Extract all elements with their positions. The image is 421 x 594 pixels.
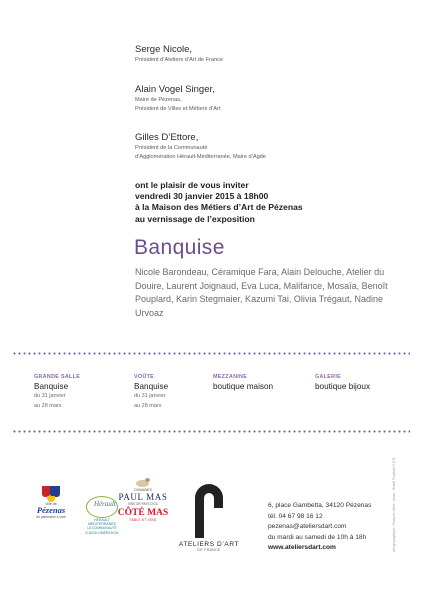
design-credit: design graphique : François Jolive - photo : Benoît Pouplard © D.R. bbox=[392, 456, 396, 552]
host-gilles-dettore bbox=[135, 132, 266, 162]
city-crest-icon bbox=[42, 486, 60, 502]
agglomeration-name-line: D’AGGLOMÉRATION bbox=[85, 530, 119, 535]
venue-title: Banquise bbox=[34, 382, 69, 391]
host-alain-vogel-singer bbox=[135, 84, 220, 114]
city-logo-top: Ville de bbox=[45, 502, 57, 506]
host-role: Président d’Ateliers d’Art de France bbox=[135, 57, 223, 63]
ateliers-dart-sub: DE FRANCE bbox=[197, 548, 221, 552]
contact-hours: du mardi au samedi de 10h à 18h bbox=[268, 533, 367, 541]
wine-logo-brand: PAUL MAS bbox=[118, 492, 168, 502]
agglomeration-mark-text: Hérault bbox=[94, 500, 116, 508]
ateliers-dart-mark-icon bbox=[189, 478, 229, 538]
city-logo-name: Pézenas bbox=[36, 505, 66, 515]
venue-label: GRANDE SALLE bbox=[34, 374, 81, 380]
artist-list: Nicole Barondeau, Céramique Fara, Alain Delouche, Atelier du Douire, Laurent Joignaud, Eva Luca, Malifance, Mosaïa, Benoît Pouplard, Karin Stegmaier, Kazumi Tai, Olivia Trégaut, Nadine Urvoaz bbox=[135, 267, 388, 318]
invitation-line: vendredi 30 janvier 2015 à 18h00 bbox=[135, 191, 269, 202]
cote-mas-tagline: TABLE ET VINS bbox=[129, 518, 157, 522]
contact-address: 6, place Gambetta, 34120 Pézenas bbox=[268, 502, 372, 509]
dotted-divider-bottom bbox=[12, 430, 410, 433]
venue-title: Banquise bbox=[134, 382, 169, 391]
venue-mezzanine bbox=[213, 373, 273, 392]
ateliers-dart-name: ATELIERS D’ART bbox=[178, 541, 240, 548]
host-role: Président de Villes et Métiers d’Art bbox=[135, 106, 221, 112]
invitation-block bbox=[135, 180, 395, 225]
dotted-divider-top bbox=[12, 352, 410, 355]
paul-mas-cote-mas-logo bbox=[116, 478, 170, 522]
venue-label: GALERIE bbox=[315, 374, 342, 380]
host-name: Gilles D’Ettore, bbox=[135, 132, 199, 143]
venue-voute bbox=[134, 373, 168, 411]
venue-label: MEZZANINE bbox=[213, 374, 248, 380]
agglomeration-name-line: LA COMMUNAUTÉ bbox=[87, 526, 117, 530]
contact-email[interactable]: pezenas@ateliersdart.com bbox=[268, 523, 347, 531]
contact-website[interactable]: www.ateliersdart.com bbox=[268, 544, 336, 552]
contact-block bbox=[268, 501, 371, 554]
invitation-line: à la Maison des Métiers d’Art de Pézenas bbox=[135, 202, 303, 213]
venue-grande-salle bbox=[34, 373, 80, 411]
host-name: Serge Nicole, bbox=[135, 44, 193, 55]
wine-logo-sub: VINS DE PAYS D’OC bbox=[127, 502, 159, 506]
agglomeration-mark-icon bbox=[86, 496, 118, 518]
invitation-line: au vernissage de l’exposition bbox=[135, 213, 255, 224]
venue-date: du 31 janvier bbox=[134, 393, 166, 399]
cote-mas-name: CÔTÉ MAS bbox=[117, 508, 169, 518]
agglomeration-region: HÉRAULT MÉDITERRANÉE bbox=[88, 518, 116, 526]
venue-galerie bbox=[315, 373, 370, 392]
invitation-line: ont le plaisir de vous inviter bbox=[135, 180, 249, 190]
host-role: d’Agglomération Hérault-Méditerranée, Maire d’Agde bbox=[135, 154, 266, 160]
venue-title: boutique bijoux bbox=[315, 382, 371, 391]
venue-date: du 31 janvier bbox=[34, 393, 66, 399]
venue-title: boutique maison bbox=[213, 382, 274, 391]
host-serge-nicole bbox=[135, 44, 223, 65]
wine-logo-top: DOMAINES bbox=[134, 488, 152, 492]
city-logo-tagline: Un patrimoine à vivre bbox=[35, 515, 67, 519]
host-role: Maire de Pézenas, bbox=[135, 97, 182, 103]
wine-bird-icon bbox=[133, 478, 153, 488]
contact-phone: tél. 04 67 98 16 12 bbox=[268, 512, 323, 520]
venue-date: au 28 mars bbox=[34, 402, 62, 409]
host-role: Président de la Communauté bbox=[135, 145, 208, 151]
pezenas-city-logo bbox=[34, 486, 68, 519]
venue-label: VOÛTE bbox=[134, 374, 155, 380]
exhibition-title: Banquise bbox=[134, 236, 225, 259]
host-name: Alain Vogel Singer, bbox=[135, 84, 215, 95]
venue-date: au 28 mars bbox=[134, 402, 162, 409]
ateliers-dart-logo bbox=[178, 478, 240, 552]
